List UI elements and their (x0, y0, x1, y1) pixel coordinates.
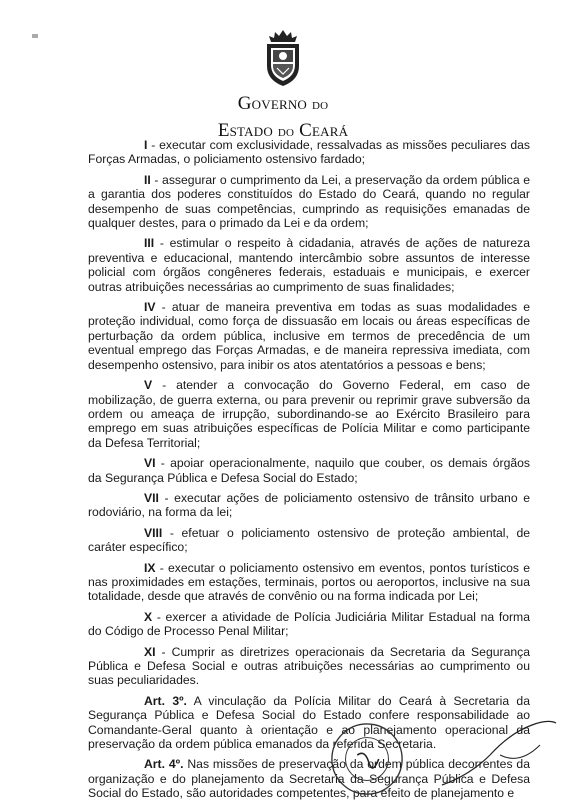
article-3: Art. 3º. A vinculação da Polícia Militar do Ceará à Secretaria da Segurança Pública e Defesa Social do Estado confere responsabilidade ao Comandante-Geral quanto à orientação e ao planejamento operacional da preservação da ordem pública emanados da referida Secretaria. (88, 693, 530, 752)
paragraph-vi: VI - apoiar operacionalmente, naquilo que couber, os demais órgãos da Segurança Pública e Defesa Social do Estado; (88, 456, 530, 485)
paragraph-v: V - atender a convocação do Governo Federal, em caso de mobilização, de guerra externa, ou para prevenir ou reprimir grave subversão da ordem ou ameaça de irrupção, subordinando-se ao Exército Brasileiro para emprego em suas atribuições específicas de Polícia Militar e como participante da Defesa Territorial; (88, 378, 531, 450)
paragraph-x: X - exercer a atividade de Polícia Judiciária Militar Estadual na forma do Código de Processo Penal Militar; (88, 609, 530, 639)
letterhead-line-2: Estado do Ceará (217, 120, 349, 141)
letterhead-line-1: Governo do (237, 93, 329, 114)
paragraph-i: I - executar com exclusividade, ressalvadas as missões peculiares das Forças Armadas, o policiamento ostensivo fardado; (88, 138, 530, 167)
document-body (88, 138, 530, 807)
procuradoria-stamp (328, 720, 406, 798)
state-seal-icon (261, 28, 305, 88)
paragraph-ix: IX - executar o policiamento ostensivo em eventos, pontos turísticos e nas proximidades em estações, terminais, portos ou aeroportos, inclusive na sua totalidade, desde que através de convênio ou na forma indicada por Lei; (88, 560, 530, 604)
letterhead (0, 28, 566, 142)
paragraph-xi: XI - Cumprir as diretrizes operacionais da Secretaria da Segurança Pública e Defesa Social e outras atribuições necessárias ao cumprimento ou suas peculiaridades. (88, 644, 530, 688)
paragraph-iv: IV - atuar de maneira preventiva em todas as suas modalidades e proteção individual, como força de dissuasão em locais ou áreas específicas de perturbação da ordem pública, inclusive em termos de precedência de um eventual emprego das Forças Armadas, e de maneira repressiva imediata, com desempenho ostensivo, para inibir os atos atentatórios a pessoas e bens; (88, 300, 531, 372)
paragraph-vii: VII - executar ações de policiamento ostensivo de trânsito urbano e rodoviário, na forma da lei; (88, 490, 530, 520)
paragraph-iii: III - estimular o respeito à cidadania, através de ações de natureza preventiva e educacional, mantendo intercâmbio sobre assuntos de interesse policial com órgãos congêneres federais, estaduais e municipais, e exercer outras atribuições necessárias ao cumprimento de suas finalidades; (88, 236, 530, 294)
paragraph-ii: II - assegurar o cumprimento da Lei, a preservação da ordem pública e a garantia dos poderes constituídos do Estado do Ceará, quando no regular desempenho de suas competências, cumprindo as requisições emanadas de qualquer destes, para o primado da Lei e da ordem; (88, 172, 530, 231)
paragraph-viii: VIII - efetuar o policiamento ostensivo de proteção ambiental, de caráter específico; (88, 525, 530, 555)
handwritten-signature (440, 715, 560, 793)
article-4: Art. 4º. Nas missões de preservação da ordem pública decorrentes da organização e do planejamento da Secretaria da Segurança Pública e Defesa Social do Estado, são autoridades competentes, para efeito de planejamento e (88, 757, 530, 801)
